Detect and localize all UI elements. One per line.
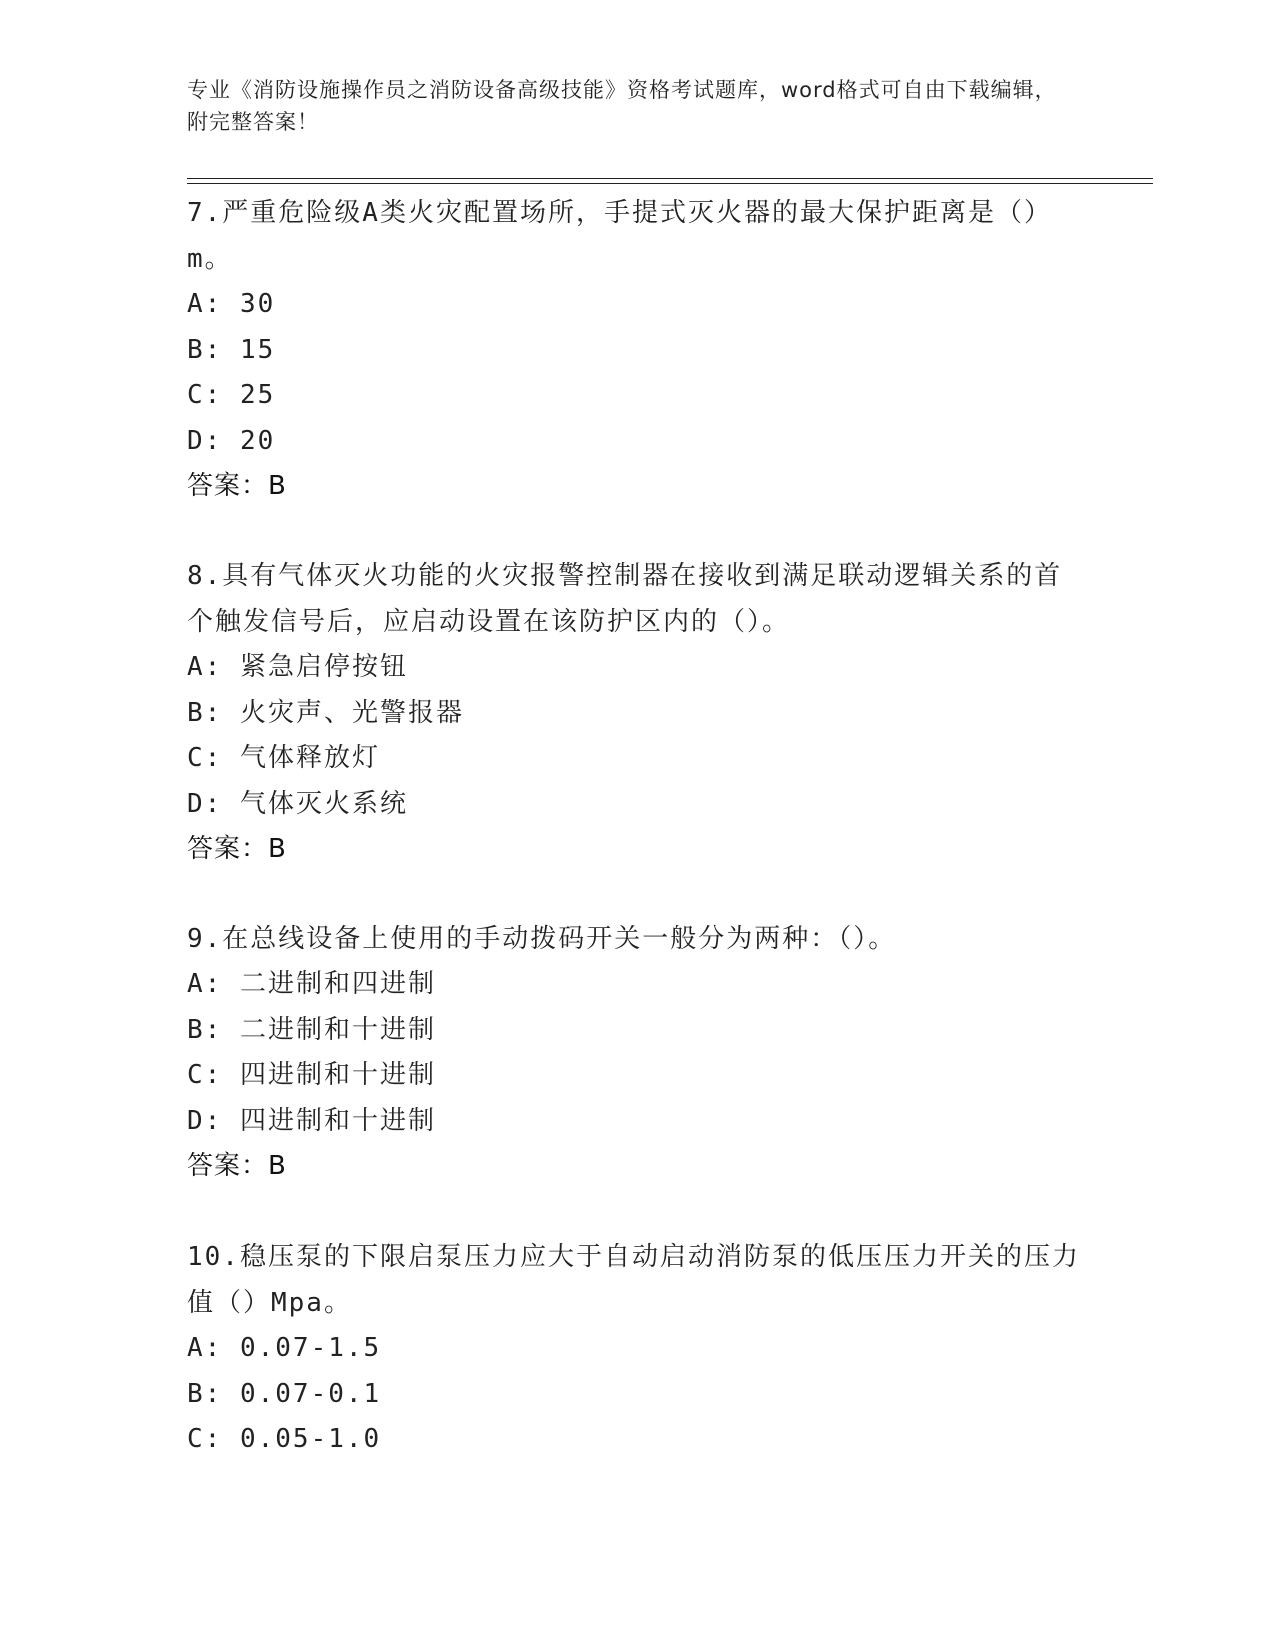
option-d: D: 20 [187, 425, 276, 456]
option-d: D: 气体灭火系统 [187, 788, 408, 819]
option-a: A: 0.07-1.5 [187, 1333, 382, 1363]
option-c: C: 气体释放灯 [187, 743, 380, 773]
question-7 [187, 190, 1087, 508]
option-a: A: 30 [187, 289, 276, 319]
option-d: D: 四进制和十进制 [187, 1105, 436, 1136]
answer: 答案：B [187, 471, 287, 501]
option-c: C: 四进制和十进制 [187, 1060, 436, 1090]
question-stem: 9.在总线设备上使用的手动拨码开关一般分为两种：（）。 [187, 924, 897, 954]
document-header: 专业《消防设施操作员之消防设备高级技能》资格考试题库，word格式可自由下载编辑，附完整答案！ [187, 78, 1057, 134]
option-a: A: 二进制和四进制 [187, 969, 436, 999]
question-9 [187, 916, 1087, 1188]
answer: 答案：B [187, 834, 287, 864]
option-b: B: 15 [187, 334, 276, 365]
question-stem: 10.稳压泵的下限启泵压力应大于自动启动消防泵的低压压力开关的压力值（）Mpa。 [187, 1242, 1080, 1318]
question-stem: 7.严重危险级A类火灾配置场所，手提式灭火器的最大保护距离是（）m。 [187, 198, 1052, 274]
header-divider-bottom [187, 183, 1153, 184]
option-c: C: 25 [187, 380, 276, 410]
question-10 [187, 1234, 1087, 1463]
option-b: B: 火灾声、光警报器 [187, 697, 464, 728]
option-b: B: 二进制和十进制 [187, 1014, 436, 1045]
option-a: A: 紧急启停按钮 [187, 652, 408, 682]
option-c: C: 0.05-1.0 [187, 1424, 382, 1454]
answer: 答案：B [187, 1151, 287, 1181]
question-8 [187, 553, 1087, 871]
header-divider-top [187, 178, 1153, 179]
option-b: B: 0.07-0.1 [187, 1378, 382, 1409]
question-stem: 8.具有气体灭火功能的火灾报警控制器在接收到满足联动逻辑关系的首个触发信号后，应启动设置在该防护区内的（）。 [187, 561, 1063, 637]
